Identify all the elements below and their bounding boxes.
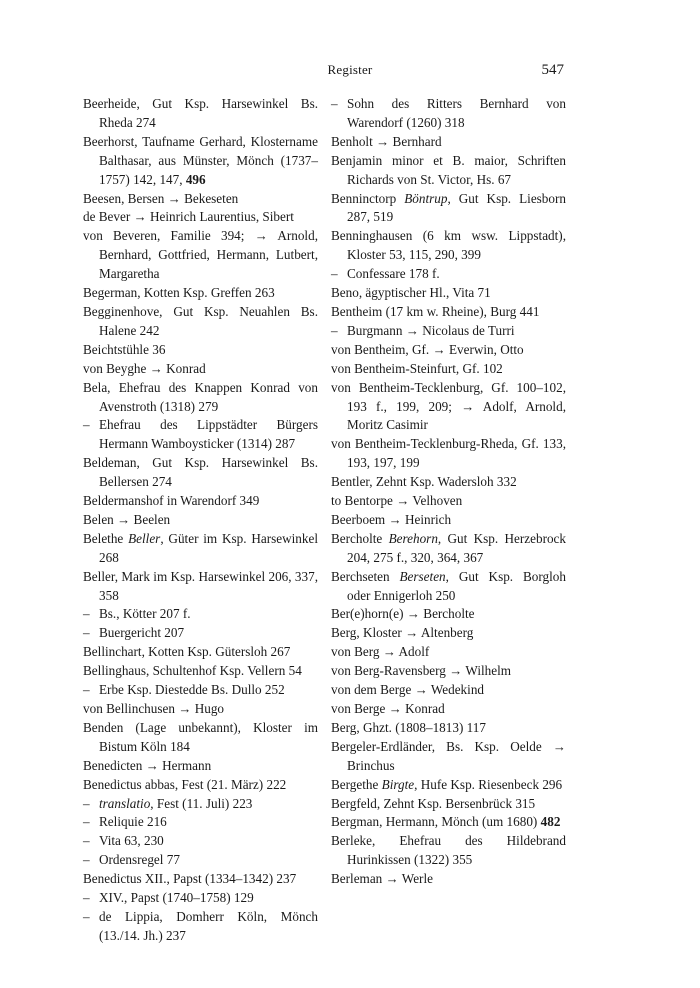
index-entry — [331, 832, 566, 870]
entry-italic-form: Berseten — [399, 568, 446, 584]
entry-text: Beichtstühle 36 — [83, 341, 166, 357]
entry-text: Beldermanshof in Warendorf 349 — [83, 493, 260, 509]
index-entry — [331, 133, 566, 152]
entry-text: Begerman, Kotten Ksp. Greffen 263 — [83, 285, 275, 301]
index-entry — [83, 454, 318, 492]
entry-text: XIV., Papst (1740–1758) 129 — [99, 890, 254, 906]
entry-text: Bercholte — [331, 530, 389, 546]
index-entry — [83, 284, 318, 303]
entry-text: Ordensregel 77 — [99, 852, 180, 868]
index-entry — [83, 190, 318, 209]
entry-text: Bergeler-Erdländer, Bs. Ksp. Oelde → Brinchus — [331, 738, 566, 773]
entry-text: von Beyghe → Konrad — [83, 360, 206, 376]
entry-text: Benedictus abbas, Fest (21. März) 222 — [83, 776, 287, 792]
index-entry — [83, 95, 318, 133]
entry-text: von Beveren, Familie 394; → Arnold, Bernhard, Gottfried, Hermann, Lutbert, Margaretha — [83, 228, 318, 282]
subentry-dash: – — [83, 852, 90, 868]
index-entry — [331, 568, 566, 606]
index-entry — [331, 360, 566, 379]
index-entry — [83, 511, 318, 530]
entry-italic-form: Böntrup — [404, 190, 448, 206]
entry-text: de Lippia, Domherr Köln, Mönch (13./14. Jh.) 237 — [99, 908, 318, 943]
entry-text: von Berge → Konrad — [331, 701, 445, 716]
subentry-dash: – — [83, 625, 90, 641]
entry-italic-form: Berehorn — [388, 530, 438, 546]
index-entry — [83, 624, 318, 643]
entry-text-continued: , Gut Ksp. Herzebrock 204, 275 f., 320, 364, 367 — [347, 530, 566, 565]
entry-text: Bela, Ehefrau des Knappen Konrad von Avenstroth (1318) 279 — [83, 379, 318, 414]
index-entry — [83, 681, 318, 700]
entry-text: de Bever → Heinrich Laurentius, Sibert — [83, 209, 294, 225]
subentry-dash: – — [83, 814, 90, 830]
entry-text: Benninctorp — [331, 190, 405, 206]
index-entry — [83, 530, 318, 568]
index-entry — [331, 435, 566, 473]
page-header-title: Register — [327, 62, 373, 77]
index-entry — [331, 738, 566, 776]
subentry-dash: – — [83, 606, 90, 622]
subentry-dash: – — [83, 833, 90, 849]
index-entry — [331, 95, 566, 133]
index-entry — [331, 605, 566, 624]
entry-text: Ehefrau des Lippstädter Bürgers Hermann Wamboysticker (1314) 287 — [99, 417, 318, 452]
entry-text: Bellinghaus, Schultenhof Ksp. Vellern 54 — [83, 663, 302, 679]
entry-text: Berleman → Werle — [331, 871, 433, 887]
entry-text: Bergfeld, Zehnt Ksp. Bersenbrück 315 — [331, 795, 536, 811]
index-entry — [83, 227, 318, 284]
index-entry — [83, 133, 318, 190]
index-entry — [83, 416, 318, 454]
index-entry — [83, 813, 318, 832]
index-entry — [331, 492, 566, 511]
index-entry — [331, 624, 566, 643]
entry-text: to Bentorpe → Velhoven — [331, 493, 463, 509]
entry-text: von Bentheim-Steinfurt, Gf. 102 — [331, 360, 503, 376]
entry-bold-reference: 496 — [185, 171, 206, 187]
entry-text: Beerboem → Heinrich — [331, 511, 452, 527]
entry-text: Benden (Lage unbekannt), Kloster im Bistum Köln 184 — [83, 719, 318, 754]
entry-text: Bs., Kötter 207 f. — [99, 606, 191, 622]
entry-text: Berchseten — [331, 568, 400, 584]
subentry-dash: – — [331, 266, 338, 282]
index-entry — [83, 303, 318, 341]
entry-text: Sohn des Ritters Bernhard von Warendorf (1260) 318 — [347, 96, 566, 130]
entry-text: von Berg-Ravensberg → Wilhelm — [331, 663, 512, 679]
index-entry — [331, 795, 566, 814]
entry-text: von Berg → Adolf — [331, 644, 430, 660]
index-entry — [83, 700, 318, 719]
entry-text: Benholt → Bernhard — [331, 133, 442, 149]
entry-text-continued: , Gut Ksp. Borgloh oder Ennigerloh 250 — [347, 568, 566, 603]
index-entry — [331, 190, 566, 228]
page-number: 547 — [541, 62, 564, 78]
entry-text: Benedictus XII., Papst (1334–1342) 237 — [83, 871, 297, 887]
index-entry — [83, 908, 318, 946]
entry-text-continued: , Hufe Ksp. Riesenbeck 296 — [414, 776, 563, 792]
subentry-dash: – — [331, 96, 338, 111]
index-entry — [83, 757, 318, 776]
index-entry — [83, 776, 318, 795]
index-entry — [331, 303, 566, 322]
index-entry — [331, 379, 566, 436]
index-entry — [331, 284, 566, 303]
entry-text: Beller, Mark im Ksp. Harsewinkel 206, 337, 358 — [83, 568, 318, 603]
entry-text: Vita 63, 230 — [99, 833, 164, 849]
entry-text: Beesen, Bersen → Bekeseten — [83, 190, 239, 206]
entry-text: Benjamin minor et B. maior, Schriften Richards von St. Victor, Hs. 67 — [331, 152, 566, 187]
entry-text: Bentler, Zehnt Ksp. Wadersloh 332 — [331, 474, 517, 490]
entry-text-continued: , Güter im Ksp. Harsewinkel 268 — [99, 530, 319, 565]
index-entry — [83, 492, 318, 511]
entry-text: Berleke, Ehefrau des Hildebrand Hurinkissen (1322) 355 — [331, 833, 566, 868]
entry-text: von Bellinchusen → Hugo — [83, 701, 225, 716]
index-entry — [331, 322, 566, 341]
subentry-dash: – — [83, 890, 90, 906]
index-entry — [331, 265, 566, 284]
entry-text: Buergericht 207 — [99, 625, 185, 641]
entry-text: Bellinchart, Kotten Ksp. Gütersloh 267 — [83, 644, 291, 660]
index-entry — [331, 776, 566, 795]
index-entry — [331, 341, 566, 360]
entry-text: Erbe Ksp. Diestedde Bs. Dullo 252 — [99, 682, 285, 698]
entry-italic-form: translatio — [99, 795, 151, 811]
entry-text-continued: , Fest (11. Juli) 223 — [150, 795, 253, 811]
entry-text: von Bentheim, Gf. → Everwin, Otto — [331, 341, 524, 357]
entry-text: Berg, Kloster → Altenberg — [331, 625, 474, 641]
index-entry — [83, 795, 318, 814]
index-entry — [83, 851, 318, 870]
entry-text: Beerhorst, Taufname Gerhard, Klostername Balthasar, aus Münster, Mönch (1737–1757) 142, 147, — [83, 133, 318, 187]
index-entry — [331, 473, 566, 492]
entry-italic-form: Beller — [128, 530, 161, 546]
index-entry — [331, 643, 566, 662]
index-entry — [83, 662, 318, 681]
index-entry — [83, 832, 318, 851]
index-entry — [331, 870, 566, 889]
entry-text: Bentheim (17 km w. Rheine), Burg 441 — [331, 303, 540, 319]
index-column-right — [331, 95, 566, 889]
index-entry — [331, 530, 566, 568]
index-entry — [83, 379, 318, 417]
entry-text: von dem Berge → Wedekind — [331, 682, 485, 698]
index-column-left — [83, 95, 318, 946]
entry-text: Beldeman, Gut Ksp. Harsewinkel Bs. Bellersen 274 — [83, 455, 318, 490]
entry-text: Berg, Ghzt. (1808–1813) 117 — [331, 719, 486, 735]
subentry-dash: – — [83, 908, 90, 924]
index-entry — [83, 341, 318, 360]
index-entry — [83, 889, 318, 908]
entry-text: Reliquie 216 — [99, 814, 167, 830]
index-entry — [331, 681, 566, 700]
index-entry — [83, 643, 318, 662]
entry-text: Benedicten → Hermann — [83, 757, 212, 773]
subentry-dash: – — [331, 322, 338, 338]
subentry-dash: – — [83, 417, 90, 433]
index-entry — [331, 662, 566, 681]
index-entry — [331, 152, 566, 190]
entry-text: Belen → Beelen — [83, 511, 171, 527]
index-entry — [331, 227, 566, 265]
subentry-dash: – — [83, 795, 90, 811]
entry-bold-reference: 482 — [540, 814, 561, 830]
index-entry — [331, 719, 566, 738]
entry-text: Burgmann → Nicolaus de Turri — [347, 322, 515, 338]
entry-text-continued: , Gut Ksp. Liesborn 287, 519 — [347, 190, 566, 225]
entry-text: Beno, ägyptischer Hl., Vita 71 — [331, 285, 491, 301]
entry-text: Ber(e)horn(e) → Bercholte — [331, 606, 475, 622]
index-entry — [331, 511, 566, 530]
entry-text: Bergman, Hermann, Mönch (um 1680) — [331, 814, 541, 830]
index-entry — [83, 719, 318, 757]
index-entry — [83, 605, 318, 624]
entry-italic-form: Birgte — [381, 776, 415, 792]
entry-text: Begginenhove, Gut Ksp. Neuahlen Bs. Halene 242 — [83, 303, 318, 338]
entry-text: von Bentheim-Tecklenburg-Rheda, Gf. 133, 193, 197, 199 — [331, 436, 566, 471]
index-entry — [331, 813, 566, 832]
index-entry — [83, 360, 318, 379]
subentry-dash: – — [83, 682, 90, 698]
entry-text: von Bentheim-Tecklenburg, Gf. 100–102, 193 f., 199, 209; → Adolf, Arnold, Moritz Casimir — [331, 379, 566, 433]
entry-text: Confessare 178 f. — [347, 266, 440, 282]
entry-text: Belethe — [83, 530, 129, 546]
index-entry — [83, 568, 318, 606]
index-entry — [83, 870, 318, 889]
entry-text: Beerheide, Gut Ksp. Harsewinkel Bs. Rheda 274 — [83, 96, 318, 130]
index-entry — [83, 208, 318, 227]
index-entry — [331, 700, 566, 719]
entry-text: Benninghausen (6 km wsw. Lippstadt), Kloster 53, 115, 290, 399 — [331, 228, 566, 263]
entry-text: Bergethe — [331, 776, 382, 792]
